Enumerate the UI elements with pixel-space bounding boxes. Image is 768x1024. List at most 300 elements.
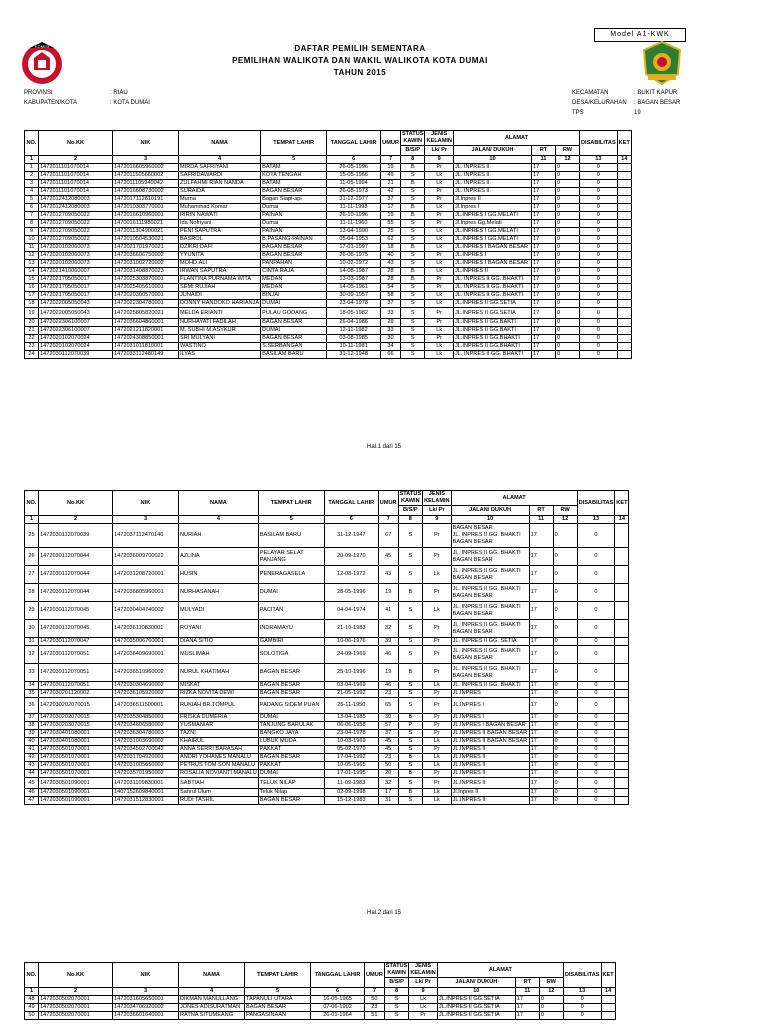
row-umur: 51 — [365, 1012, 385, 1020]
row-nik: 1407152609840001 — [113, 789, 179, 797]
row-rt: 17 — [529, 566, 553, 584]
row-status: S — [398, 682, 423, 690]
provinsi-value: : RIAU — [110, 90, 128, 96]
row-jalan — [453, 252, 531, 260]
table-row — [25, 664, 629, 682]
row-tanggal-lahir: 05-04-1953 — [327, 236, 381, 244]
col-number: 14 — [617, 156, 631, 164]
row-tempat-lahir: PULAU GODANG — [261, 308, 327, 319]
row-no: 34 — [25, 682, 39, 690]
row-jalan — [453, 327, 531, 335]
col-rw: RW — [553, 506, 577, 516]
row-rw: 0 — [553, 664, 577, 682]
row-jalan-line-1: JL.INPRES I — [454, 252, 487, 258]
row-disabilitas: 0 — [577, 682, 615, 690]
row-tempat-lahir: BAGAN BESAR — [258, 682, 324, 690]
row-tempat-lahir: BAGAN BESAR — [261, 188, 327, 196]
row-umur: 21 — [381, 180, 401, 188]
row-jalan-line-1: JL.INPRES II — [452, 746, 486, 752]
desa-value: : BAGAN BESAR — [634, 100, 681, 106]
row-status: S — [398, 548, 423, 566]
row-status: S — [400, 300, 425, 308]
row-rw: 0 — [555, 292, 579, 300]
row-ket — [615, 722, 629, 730]
row-umur: 30 — [381, 335, 401, 343]
row-status: S — [400, 196, 425, 204]
row-jalan-line-2: BAGAN BESAR — [452, 628, 493, 635]
row-jalan-line-1: JL.INPRES — [452, 690, 481, 696]
row-nik: 1472021211820001 — [113, 327, 179, 335]
col-tempat-lahir: TEMPAT LAHIR — [245, 963, 311, 988]
row-rw: 0 — [555, 172, 579, 180]
row-jalan-line-2: BAGAN BESAR — [452, 654, 493, 661]
row-jalan-line-1: JL.INPRES II GG.BAKTI — [454, 319, 516, 325]
row-no: 15 — [25, 276, 39, 284]
row-jalan-line-1: JL. INPRES II — [454, 172, 490, 178]
col-alamat: ALAMAT — [453, 131, 579, 146]
col-nokk: No.KK — [39, 491, 113, 516]
col-status-kawin — [384, 963, 409, 978]
col-umur: UMUR — [365, 963, 385, 988]
row-status: S — [398, 778, 423, 789]
row-jalan-line-1: JL. INPRES II GG. BHAKTI — [452, 603, 521, 610]
row-status: S — [400, 188, 425, 196]
row-nik: 1472036409690001 — [113, 646, 179, 664]
row-jalan-line-2: BAGAN BESAR — [452, 556, 493, 563]
row-umur: 17 — [378, 789, 398, 797]
row-no: 17 — [25, 292, 39, 300]
row-nokk: 1472021410060007 — [39, 268, 113, 276]
row-no: 49 — [25, 1004, 39, 1012]
row-jalan-line-1: JL. INPRES II GG. BHAKTI — [454, 292, 524, 298]
row-jenis-kelamin: Pr — [423, 714, 451, 722]
col-number: 2 — [39, 516, 113, 524]
table-row — [25, 638, 629, 646]
row-tanggal-lahir: 31-12-1947 — [324, 524, 378, 548]
row-status: S — [384, 1012, 409, 1020]
row-tanggal-lahir: 10-03-1969 — [324, 738, 378, 746]
row-rt: 17 — [529, 690, 553, 698]
row-jalan-line-2: BAGAN BESAR — [452, 574, 493, 581]
row-jenis-kelamin: Pr — [425, 212, 453, 220]
model-label: Model A1-KWK — [594, 28, 686, 42]
row-jalan — [451, 566, 529, 584]
col-disabilitas: DISABILITAS — [579, 131, 617, 156]
row-jalan — [451, 638, 529, 646]
row-ket — [615, 730, 629, 738]
row-umur: 20 — [378, 770, 398, 778]
provinsi-label: PROVINSI — [24, 90, 53, 96]
row-umur: 65 — [378, 698, 398, 714]
row-jenis-kelamin: Lk — [423, 682, 451, 690]
row-status: S — [400, 172, 425, 180]
col-number: 2 — [39, 988, 113, 996]
row-jenis-kelamin: Pr — [425, 196, 453, 204]
row-no: 16 — [25, 284, 39, 292]
row-jenis-kelamin: Lk — [425, 180, 453, 188]
row-disabilitas: 0 — [579, 252, 617, 260]
row-jalan-line-1: JL.INPRES II GG.SETIA — [454, 300, 516, 306]
row-umur: 39 — [378, 638, 398, 646]
row-disabilitas: 0 — [579, 236, 617, 244]
row-disabilitas: 0 — [577, 778, 615, 789]
row-status: B — [398, 584, 423, 602]
row-umur: 17 — [381, 204, 401, 212]
row-nama: NURHAYATI FADILAH — [179, 319, 261, 327]
row-jalan-line-1: JL.INPRES II — [452, 754, 486, 760]
row-disabilitas: 0 — [579, 244, 617, 252]
row-nokk: 1472030501090001 — [39, 778, 113, 789]
row-tempat-lahir: TAPANULI UTARA — [245, 996, 311, 1004]
row-status: S — [400, 343, 425, 351]
row-umur: 50 — [365, 996, 385, 1004]
row-disabilitas: 0 — [579, 204, 617, 212]
row-jenis-kelamin: Pr — [423, 620, 451, 638]
row-ket — [601, 1004, 615, 1012]
row-jalan — [451, 778, 529, 789]
row-nik: 1472025405610001 — [113, 284, 179, 292]
row-jalan-line-1: Jl.Inpres II — [454, 196, 481, 202]
row-ket — [617, 204, 631, 212]
row-nik: 1472025303870001 — [113, 276, 179, 284]
row-jalan-line-1: JL. INPRES II GG. SETIA — [452, 638, 517, 644]
row-tempat-lahir: PACITAN — [258, 602, 324, 620]
row-jalan-line-1: JL.INPRES II — [452, 797, 486, 803]
row-umur: 32 — [378, 778, 398, 789]
row-nama: AZLINA — [179, 548, 259, 566]
row-nama: PETRUS TOM SON MANALU — [179, 762, 259, 770]
table-row — [25, 620, 629, 638]
row-umur: 23 — [378, 690, 398, 698]
row-tanggal-lahir: 26-10-1996 — [327, 212, 381, 220]
row-nama: MISKAT — [179, 682, 259, 690]
row-disabilitas: 0 — [577, 746, 615, 754]
row-jalan-line-1: JL.INPRES II BAGAN BESAR — [452, 738, 528, 744]
row-jenis-kelamin: Lk — [423, 762, 451, 770]
row-tanggal-lahir: 15-05-1966 — [327, 172, 381, 180]
row-jalan-line-1: JL.INPRES II GG.SETIA — [438, 996, 500, 1002]
row-rt: 17 — [529, 698, 553, 714]
row-jalan-line-1: JL. INPRES II GG. BHAKTI — [452, 621, 521, 628]
row-status: S — [400, 228, 425, 236]
row-rt: 17 — [529, 638, 553, 646]
row-jenis-kelamin: Pr — [423, 638, 451, 646]
row-jenis-kelamin: Pr — [423, 524, 451, 548]
row-umur: 19 — [381, 212, 401, 220]
row-jalan-line-1: JL. INPRES II GG. BHAKTI — [452, 682, 521, 688]
row-umur: 57 — [378, 722, 398, 730]
row-tempat-lahir: DUMAI — [258, 770, 324, 778]
row-nama: SABTIAH — [179, 778, 259, 789]
status-line-1: STATUS — [385, 963, 408, 969]
row-umur: 46 — [378, 646, 398, 664]
row-jalan-line-1: JL.INPRES I BAGAN BESAR — [454, 244, 529, 250]
row-rw: 0 — [555, 319, 579, 327]
row-rt: 17 — [529, 584, 553, 602]
col-number: 4 — [179, 156, 261, 164]
row-jalan-line-1: JL. INPRES II GG. BHAKTI — [452, 567, 521, 574]
row-jalan-line-1: JL. INPRES II — [454, 188, 490, 194]
row-nokk: 1472030501070001 — [39, 770, 113, 778]
row-no: 3 — [25, 180, 39, 188]
col-no: NO. — [25, 131, 39, 156]
row-jenis-kelamin: Pr — [423, 646, 451, 664]
row-rw: 0 — [555, 180, 579, 188]
row-tempat-lahir: PAINAN — [261, 228, 327, 236]
row-nik: 1472036304780003 — [113, 730, 179, 738]
row-status: S — [400, 292, 425, 300]
row-umur: 67 — [378, 524, 398, 548]
row-disabilitas: 0 — [577, 722, 615, 730]
row-rt: 17 — [531, 335, 555, 343]
row-ket — [615, 762, 629, 770]
row-tanggal-lahir: 23-04-1978 — [324, 730, 378, 738]
row-no: 2 — [25, 172, 39, 180]
row-nik: 1472031002720002 — [113, 260, 179, 268]
row-disabilitas: 0 — [579, 292, 617, 300]
row-jalan — [453, 284, 531, 292]
row-tempat-lahir: DUMAI — [258, 584, 324, 602]
row-nokk: 1472022005050043 — [39, 300, 113, 308]
row-ket — [617, 335, 631, 343]
table-row — [25, 738, 629, 746]
row-nama: ANNA SERRI BARASAH — [179, 746, 259, 754]
row-nik: 1472037112470146 — [113, 524, 179, 548]
row-no: 44 — [25, 770, 39, 778]
row-status: B — [400, 164, 425, 172]
table-row — [25, 300, 632, 308]
row-jalan — [453, 204, 531, 212]
row-disabilitas: 0 — [579, 228, 617, 236]
row-nama: SEMI RUJIAH — [179, 284, 261, 292]
col-jalan: JALAN/ DUKUH — [451, 506, 529, 516]
col-status-kawin — [398, 491, 423, 506]
row-nokk: 1472020102070024 — [39, 343, 113, 351]
row-nik: 1470016111980021 — [113, 220, 179, 228]
row-jalan-line-2: BAGAN BESAR — [452, 592, 493, 599]
row-rt: 17 — [529, 524, 553, 548]
row-no: 25 — [25, 524, 39, 548]
row-ket — [615, 746, 629, 754]
row-disabilitas: 0 — [579, 260, 617, 268]
row-umur: 19 — [381, 164, 401, 172]
row-ket — [615, 778, 629, 789]
row-disabilitas: 0 — [579, 188, 617, 196]
row-tanggal-lahir: 26-06-1975 — [327, 252, 381, 260]
row-jalan — [437, 996, 515, 1004]
row-nokk: 1472030202070015 — [39, 714, 113, 722]
row-nama: NURHASANAH — [179, 584, 259, 602]
row-rt: 17 — [531, 319, 555, 327]
table-row — [25, 1012, 616, 1020]
row-jalan-line-1: JL.INPRES I — [452, 702, 484, 708]
col-lkpr: Lk/ Pr — [425, 146, 453, 156]
table-row — [25, 584, 629, 602]
jenis-line-1: JENIS — [428, 491, 445, 497]
row-ket — [617, 236, 631, 244]
row-nokk: 1472030112070051 — [39, 682, 113, 690]
row-rw: 0 — [553, 754, 577, 762]
row-nokk: 1472030112070039 — [39, 524, 113, 548]
title-line-3: TAHUN 2015 — [333, 68, 387, 77]
row-umur: 45 — [378, 548, 398, 566]
row-nik: 1472016608730002 — [113, 188, 179, 196]
col-number: 10 — [437, 988, 515, 996]
row-disabilitas: 0 — [579, 268, 617, 276]
col-number: 1 — [25, 988, 39, 996]
row-nama: HUSIN — [179, 566, 259, 584]
row-rw: 0 — [553, 730, 577, 738]
table-row — [25, 292, 632, 300]
row-nik: 1472020300570001 — [113, 292, 179, 300]
row-nik: 1472036805960001 — [113, 584, 179, 602]
row-jenis-kelamin: Pr — [425, 284, 453, 292]
row-status: S — [400, 335, 425, 343]
col-number: 4 — [179, 516, 259, 524]
row-status: B — [398, 789, 423, 797]
row-umur: 18 — [381, 244, 401, 252]
col-nik: NIK — [113, 963, 179, 988]
row-nik: 1472036601640001 — [113, 1012, 179, 1020]
row-rw: 0 — [555, 351, 579, 359]
row-rw: 0 — [555, 300, 579, 308]
row-nama: RUKIAH BR.TOMPUL — [179, 698, 259, 714]
row-nokk: 1472030112070045 — [39, 602, 113, 620]
row-nokk: 1472012709050022 — [39, 236, 113, 244]
row-jalan — [453, 172, 531, 180]
row-nama: SURAIDA — [179, 188, 261, 196]
row-nama: RUDI TASRIL — [179, 797, 259, 805]
row-jalan — [451, 770, 529, 778]
row-rt: 17 — [531, 292, 555, 300]
row-ket — [617, 228, 631, 236]
row-jalan-line-1: JL.INPRES II GG.SETIA — [454, 309, 516, 316]
row-tanggal-lahir: 26-05-1996 — [327, 164, 381, 172]
row-tempat-lahir: BAGAN BESAR — [261, 335, 327, 343]
col-number: 3 — [113, 988, 179, 996]
row-tempat-lahir: Teluk Nilap — [258, 789, 324, 797]
table-row — [25, 172, 632, 180]
row-jalan-line-1: JL.INPRES II GG.BHAKTI — [454, 335, 520, 341]
row-nokk: 1472030112070044 — [39, 548, 113, 566]
row-nama: DONNY HANDOKO HARIANJA — [180, 300, 260, 306]
row-jalan — [453, 335, 531, 343]
row-tempat-lahir: BAGAN BESAR — [261, 252, 327, 260]
row-nama: Murna — [179, 196, 261, 204]
row-ket — [617, 188, 631, 196]
row-rw: 0 — [555, 236, 579, 244]
row-tempat-lahir: BINJAI — [261, 292, 327, 300]
row-disabilitas: 0 — [577, 548, 615, 566]
row-jalan — [451, 754, 529, 762]
row-nokk: 1472022306100007 — [39, 327, 113, 335]
row-nama: PENI SAPUTRA — [179, 228, 261, 236]
col-number: 9 — [425, 156, 453, 164]
col-nama: NAMA — [179, 491, 259, 516]
row-ket — [617, 284, 631, 292]
row-tanggal-lahir: 11-05-1994 — [327, 180, 381, 188]
row-no: 7 — [25, 212, 39, 220]
row-jenis-kelamin: Lk — [425, 204, 453, 212]
row-jenis-kelamin: Lk — [423, 754, 451, 762]
row-tempat-lahir: TELUK NILAP — [258, 778, 324, 789]
row-rw: 0 — [555, 212, 579, 220]
voter-table-page-1 — [24, 130, 632, 359]
row-status: S — [398, 524, 423, 548]
row-status: S — [400, 220, 425, 228]
row-status: P — [398, 722, 423, 730]
row-rw: 0 — [539, 1004, 563, 1012]
row-no: 10 — [25, 236, 39, 244]
row-ket — [617, 276, 631, 284]
row-jalan — [451, 698, 529, 714]
row-jalan-line-1: JL.INPRES I GG.MELATI — [454, 236, 518, 242]
city-emblem-icon — [640, 40, 684, 86]
row-umur: 28 — [381, 268, 401, 276]
col-number: 8 — [400, 156, 425, 164]
col-disabilitas: DISABILITAS — [563, 963, 601, 988]
row-nama: MUSLIMAH — [179, 646, 259, 664]
row-disabilitas: 0 — [579, 284, 617, 292]
col-number: 12 — [539, 988, 563, 996]
row-jalan — [451, 730, 529, 738]
row-ket — [617, 180, 631, 188]
col-jenis-kelamin — [425, 131, 453, 146]
row-rw: 0 — [555, 220, 579, 228]
row-umur: 66 — [381, 351, 401, 359]
row-nama: FRISKA DUMERIA — [179, 714, 259, 722]
row-nama: Muhammad Komar — [179, 204, 261, 212]
row-ket — [617, 292, 631, 300]
row-ket — [617, 252, 631, 260]
row-jenis-kelamin: Pr — [425, 319, 453, 327]
table-row — [25, 180, 632, 188]
row-rw: 0 — [555, 343, 579, 351]
row-tanggal-lahir: 31-12-1948 — [327, 351, 381, 359]
row-jalan — [451, 789, 529, 797]
row-rw: 0 — [555, 228, 579, 236]
col-number: 6 — [327, 156, 381, 164]
row-disabilitas: 0 — [579, 196, 617, 204]
row-nik: 1472033112480149 — [113, 351, 179, 359]
row-umur: 23 — [365, 1004, 385, 1012]
row-tanggal-lahir: 26-04-1986 — [327, 319, 381, 327]
row-status: S — [400, 308, 425, 319]
row-no: 48 — [25, 996, 39, 1004]
table-row — [25, 196, 632, 204]
row-nik: 1472031005650002 — [113, 762, 179, 770]
row-jenis-kelamin: Lk — [425, 327, 453, 335]
row-tanggal-lahir: 13-04-1985 — [324, 714, 378, 722]
row-ket — [617, 308, 631, 319]
row-nik: 1472036110830001 — [113, 620, 179, 638]
table-row — [25, 268, 632, 276]
row-nik: 1472034606580002 — [113, 722, 179, 730]
row-nama: YYUNITA — [179, 252, 261, 260]
row-status: S — [398, 646, 423, 664]
row-no: 9 — [25, 228, 39, 236]
row-jenis-kelamin: Lk — [425, 228, 453, 236]
row-jalan — [453, 260, 531, 268]
row-nokk: 1472012412080003 — [39, 204, 113, 212]
row-tempat-lahir: PAINAN — [261, 212, 327, 220]
row-rw: 0 — [555, 268, 579, 276]
row-jenis-kelamin: Lk — [425, 172, 453, 180]
row-tanggal-lahir: 18-05-1982 — [327, 308, 381, 319]
row-umur: 32 — [378, 620, 398, 638]
row-rt: 17 — [529, 602, 553, 620]
row-no: 6 — [25, 204, 39, 212]
